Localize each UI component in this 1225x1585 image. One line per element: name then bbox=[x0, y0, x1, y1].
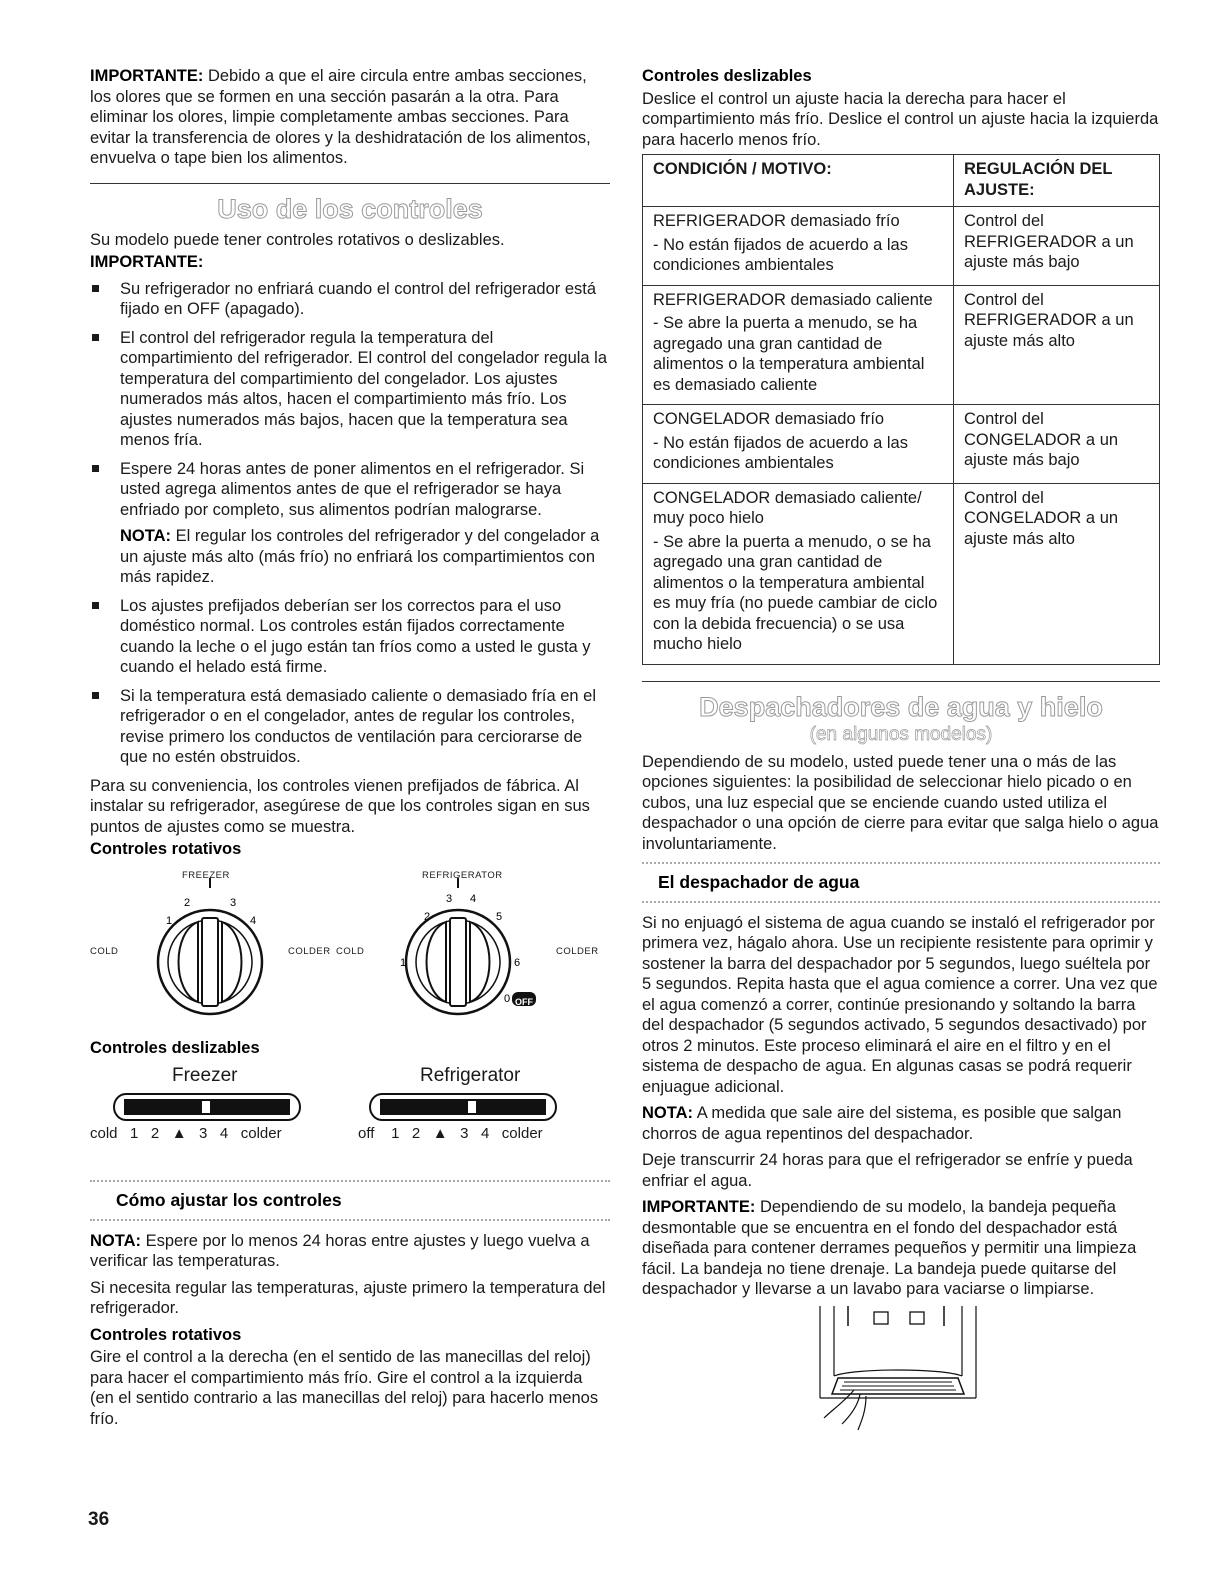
table-header: CONDICIÓN / MOTIVO: bbox=[643, 155, 954, 207]
condition-cell: CONGELADOR demasiado frío bbox=[653, 410, 885, 428]
reason-cell: - Se abre la puerta a menudo, se ha agregado una gran cantidad de alimentos o la temperatura ambiental es demasiado caliente bbox=[653, 314, 925, 394]
model-text: Su modelo puede tener controles rotativos o deslizables. bbox=[90, 230, 505, 249]
section-title-dispensers: Despachadores de agua y hielo bbox=[699, 691, 1103, 722]
bullet-icon bbox=[92, 465, 99, 472]
list-item: Espere 24 horas antes de poner alimentos en el refrigerador. Si usted agrega alimentos antes de que el refrigerador se haya enfriado por completo, sus alimentos podrían malograrse. NOTA: El regular los controles del refrigerador y del congelador a un ajuste más alto (más frío) no enfriará los compartimientos con más rapidez. bbox=[90, 459, 610, 588]
water-text: Si no enjuagó el sistema de agua cuando se instaló el refrigerador por primera vez, hágalo ahora. Use un recipiente resistente para oprimir y sostener la barra del despachador por 5 segundos, luego suéltela por 5 segundos. Repita hasta que el agua comience a correr. Una vez que el agua comenzó a correr, continúe presionando y soltando la barra del despachador (5 segundos activado, 5 segundos desactivado) por otros 2 minutos. Este proceso eliminará el aire en el filtro y en el sistema de despacho de agua. En algunas casas se podrá requerir enjuague adicional. bbox=[642, 913, 1158, 1096]
water-dispenser-heading: El despachador de agua bbox=[642, 862, 1160, 903]
condition-cell: CONGELADOR demasiado caliente/ muy poco hielo bbox=[653, 488, 922, 527]
svg-text:0: 0 bbox=[504, 992, 511, 1005]
freezer-slider-icon bbox=[112, 1092, 302, 1122]
refrigerator-dial-label: REFRIGERATOR bbox=[422, 869, 503, 881]
colder-label: COLDER bbox=[556, 945, 599, 957]
slider-text: Deslice el control un ajuste hacia la derecha para hacer el compartimiento más frío. Deslice el control un ajuste hacia la izquierda para hacerlo menos frío. bbox=[642, 89, 1159, 149]
intro-paragraph: IMPORTANTE: Debido a que el aire circula entre ambas secciones, los olores que se formen en una sección pasarán a la otra. Para eliminar los olores, limpie completamente ambas secciones. Para evitar la transferencia de olores y la deshidratación de los alimentos, envuelva o tape bien los alimentos. bbox=[90, 67, 591, 167]
freezer-dial-icon bbox=[144, 870, 284, 1040]
condition-cell: REFRIGERADOR demasiado caliente bbox=[653, 290, 933, 309]
bullet-icon bbox=[92, 285, 99, 292]
svg-text:1: 1 bbox=[166, 914, 173, 927]
convenience-text: Para su conveniencia, los controles vienen prefijados de fábrica. Al instalar su refrigerador, asegúrese de que los controles sigan en sus puntos de ajustes como se muestra. bbox=[90, 776, 590, 836]
bullet-icon bbox=[92, 602, 99, 609]
table-header: REGULACIÓN DEL AJUSTE: bbox=[954, 155, 1160, 207]
cold-label: COLD bbox=[336, 945, 365, 957]
table-row bbox=[643, 483, 1160, 664]
adjust-controls-heading: Cómo ajustar los controles bbox=[90, 1180, 610, 1221]
svg-text:2: 2 bbox=[184, 896, 191, 909]
list-item: Si la temperatura está demasiado caliente o demasiado fría en el refrigerador o en el congelador, antes de regular los controles, revise primero los conductos de ventilación para cerciorarse de que no estén obstruidos. bbox=[90, 686, 610, 768]
setting-cell: Control del CONGELADOR a un ajuste más alto bbox=[954, 483, 1160, 664]
rotary-controls-heading-2: Controles rotativos bbox=[90, 1325, 242, 1344]
svg-text:3: 3 bbox=[230, 896, 237, 909]
svg-text:3: 3 bbox=[446, 892, 453, 905]
setting-cell: Control del REFRIGERADOR a un ajuste más bajo bbox=[954, 207, 1160, 286]
dispenser-intro: Dependiendo de su modelo, usted puede tener una o más de las opciones siguientes: la posibilidad de seleccionar hielo picado o en cubos, una luz especial que se enciende cuando usted utiliza el despachador o una opción de cierre para evitar que salga hielo o agua involuntariamente. bbox=[642, 752, 1159, 853]
divider bbox=[90, 183, 610, 184]
divider bbox=[642, 681, 1160, 682]
bullet-icon bbox=[92, 334, 99, 341]
freezer-dial-label: FREEZER bbox=[182, 869, 230, 881]
cold-label: COLD bbox=[90, 945, 119, 957]
page-number: 36 bbox=[88, 1509, 110, 1530]
wait-text: Deje transcurrir 24 horas para que el refrigerador se enfríe y pueda enfriar el agua. bbox=[642, 1151, 1133, 1190]
table-row bbox=[643, 405, 1160, 484]
svg-text:2: 2 bbox=[424, 910, 431, 923]
table-row bbox=[643, 207, 1160, 286]
colder-label: COLDER bbox=[288, 945, 331, 957]
rotary-controls-heading: Controles rotativos bbox=[90, 840, 242, 858]
rotary-dials-illustration bbox=[90, 862, 610, 1040]
table-row bbox=[643, 285, 1160, 405]
right-column bbox=[642, 66, 1160, 1436]
bullet-icon bbox=[92, 692, 99, 699]
svg-text:6: 6 bbox=[514, 956, 521, 969]
refrigerator-slider-scale: off 1 2 ▲ 3 4 colder bbox=[358, 1125, 543, 1142]
refrigerator-slider-title: Refrigerator bbox=[420, 1065, 521, 1086]
water-note: NOTA: A medida que sale aire del sistema, es posible que salgan chorros de agua repentinos del despachador. bbox=[642, 1104, 1122, 1143]
adjust-text: Si necesita regular las temperaturas, ajuste primero la temperatura del refrigerador. bbox=[90, 1278, 606, 1317]
reason-cell: - No están fijados de acuerdo a las condiciones ambientales bbox=[653, 433, 908, 472]
list-item: Los ajustes prefijados deberían ser los correctos para el uso doméstico normal. Los controles están fijados correctamente cuando la leche o el jugo están tan fríos como a usted le gusta y cuando el helado está firme. bbox=[90, 596, 610, 678]
left-column bbox=[90, 66, 610, 1435]
slider-controls-heading-right: Controles deslizables bbox=[642, 67, 812, 85]
setting-cell: Control del REFRIGERADOR a un ajuste más alto bbox=[954, 285, 1160, 405]
freezer-slider-scale: cold 1 2 ▲ 3 4 colder bbox=[90, 1125, 282, 1142]
slider-controls-heading: Controles deslizables bbox=[90, 1038, 260, 1057]
setting-cell: Control del CONGELADOR a un ajuste más bajo bbox=[954, 405, 1160, 484]
conditions-table bbox=[642, 154, 1160, 665]
adjust-note: NOTA: Espere por lo menos 24 horas entre ajustes y luego vuelva a verificar las temperaturas. bbox=[90, 1231, 590, 1270]
svg-text:4: 4 bbox=[470, 892, 477, 905]
rotary-text: Gire el control a la derecha (en el sentido de las manecillas del reloj) para hacer el compartimiento más frío. Gire el control a la izquierda (en el sentido contrario a las manecillas del reloj) para hacerlo menos frío. bbox=[90, 1348, 599, 1428]
list-item: Su refrigerador no enfriará cuando el control del refrigerador está fijado en OFF (apagado). bbox=[90, 279, 610, 320]
bullet-note: NOTA: El regular los controles del refrigerador y del congelador a un ajuste más alto (más frío) no enfriará los compartimientos con más rapidez. bbox=[120, 527, 600, 586]
svg-text:1: 1 bbox=[400, 956, 407, 969]
freezer-slider-title: Freezer bbox=[172, 1065, 238, 1086]
important-label: IMPORTANTE: bbox=[90, 253, 204, 271]
important-bullet-list bbox=[90, 279, 610, 768]
table-header-row bbox=[643, 155, 1160, 207]
reason-cell: - Se abre la puerta a menudo, o se ha agregado una gran cantidad de alimentos o la temperatura ambiental es muy fría (no puede cambiar de ciclo con la debida frecuencia) o se usa mucho hielo bbox=[653, 532, 938, 653]
refrigerator-slider-icon bbox=[368, 1092, 558, 1122]
refrigerator-dial-icon bbox=[390, 870, 540, 1040]
section-title-controls: Uso de los controles bbox=[217, 193, 483, 224]
svg-text:5: 5 bbox=[496, 910, 503, 923]
dispenser-tray-icon bbox=[814, 1306, 984, 1436]
condition-cell: REFRIGERADOR demasiado frío bbox=[653, 212, 900, 230]
off-badge: OFF bbox=[515, 996, 533, 1007]
section-subtitle: (en algunos modelos) bbox=[809, 723, 993, 745]
reason-cell: - No están fijados de acuerdo a las condiciones ambientales bbox=[653, 235, 908, 274]
list-item: El control del refrigerador regula la temperatura del compartimiento del refrigerador. El control del congelador regula la temperatura del compartimiento del congelador. Los ajustes numerados más altos, hacen el compartimiento más frío. Los ajustes numerados más bajos, hacen que la temperatura sea menos fría. bbox=[90, 328, 610, 451]
slider-controls-illustration bbox=[90, 1066, 610, 1166]
svg-text:4: 4 bbox=[250, 914, 257, 927]
important-paragraph: IMPORTANTE: Dependiendo de su modelo, la bandeja pequeña desmontable que se encuentra en el fondo del despachador está diseñada para contener derrames pequeños y permitir una limpieza fácil. La bandeja no tiene drenaje. La bandeja puede quitarse del despachador y llevarse a un lavabo para vaciarse o limpiarse. bbox=[642, 1198, 1137, 1298]
